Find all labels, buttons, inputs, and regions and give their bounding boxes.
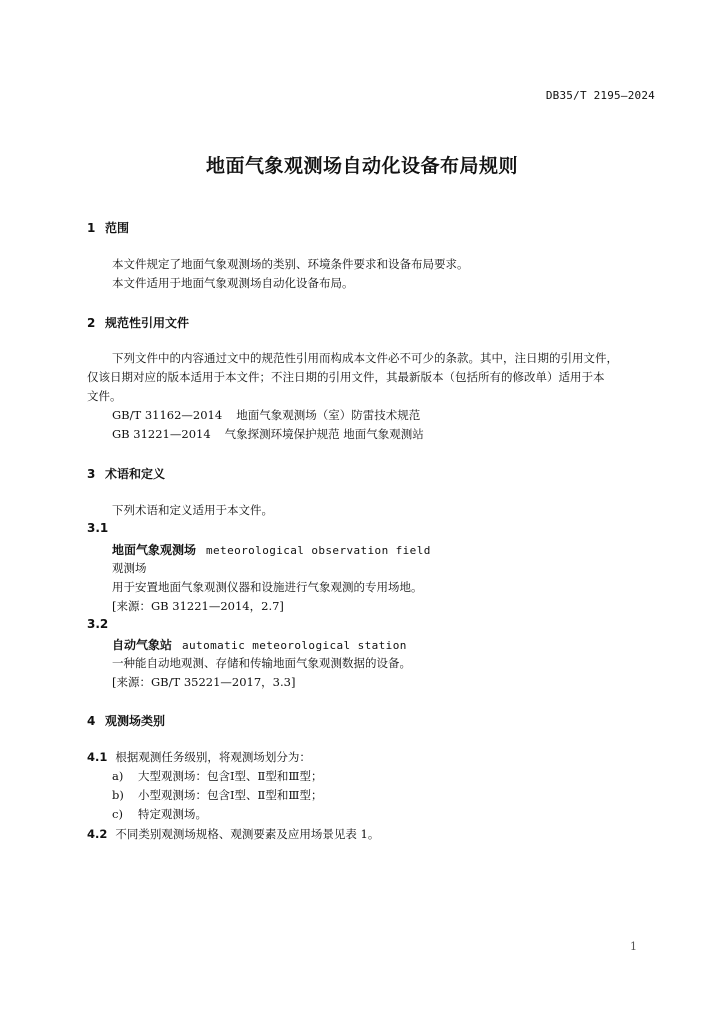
section-1-heading <box>87 219 129 236</box>
paragraph-line: 文件。 <box>87 389 122 403</box>
paragraph-line: 下列文件中的内容通过文中的规范性引用而构成本文件必不可少的条款。其中，注日期的引用文件， <box>112 351 618 365</box>
clause-number: 4.2 <box>87 827 108 841</box>
term-chinese: 自动气象站 <box>112 638 173 652</box>
section-2-heading <box>87 314 189 331</box>
list-text: 小型观测场：包含Ⅰ型、Ⅱ型和Ⅲ型； <box>138 788 323 802</box>
list-item <box>112 806 207 822</box>
section-title: 术语和定义 <box>105 467 166 481</box>
term-chinese: 地面气象观测场 <box>112 543 197 557</box>
clause-4-2 <box>87 826 379 842</box>
section-title: 规范性引用文件 <box>105 316 190 330</box>
section-number: 3 <box>87 467 96 481</box>
list-item <box>112 768 322 784</box>
reference-title: 地面气象观测场（室）防雷技术规范 <box>236 408 421 422</box>
paragraph: 下列术语和定义适用于本文件。 <box>112 503 273 517</box>
reference-item <box>112 426 424 442</box>
term-alias: 观测场 <box>112 561 147 575</box>
term-source: [来源：GB/T 35221—2017，3.3] <box>112 675 296 689</box>
term-entry <box>112 541 431 558</box>
term-entry <box>112 636 407 653</box>
reference-code: GB/T 31162—2014 <box>112 408 223 422</box>
clause-text: 根据观测任务级别，将观测场划分为： <box>115 750 311 764</box>
list-marker: c) <box>112 807 123 821</box>
term-source: [来源：GB 31221—2014，2.7] <box>112 599 284 613</box>
term-definition: 用于安置地面气象观测仪器和设施进行气象观测的专用场地。 <box>112 580 423 594</box>
list-marker: a) <box>112 769 124 783</box>
section-number: 4 <box>87 714 96 728</box>
section-4-heading <box>87 712 165 729</box>
paragraph: 本文件规定了地面气象观测场的类别、环境条件要求和设备布局要求。 <box>112 257 469 271</box>
list-item <box>112 787 322 803</box>
page-number: 1 <box>630 940 637 953</box>
term-number: 3.1 <box>87 521 109 535</box>
section-3-heading <box>87 465 165 482</box>
list-marker: b) <box>112 788 124 802</box>
clause-text: 不同类别观测场规格、观测要素及应用场景见表 1。 <box>115 827 380 841</box>
reference-title: 气象探测环境保护规范 地面气象观测站 <box>224 427 424 441</box>
document-title: 地面气象观测场自动化设备布局规则 <box>205 155 518 177</box>
reference-item <box>112 407 420 423</box>
term-english: automatic meteorological station <box>182 639 407 652</box>
term-definition: 一种能自动地观测、存储和传输地面气象观测数据的设备。 <box>112 656 411 670</box>
clause-number: 4.1 <box>87 750 108 764</box>
term-english: meteorological observation field <box>206 544 431 557</box>
reference-code: GB 31221—2014 <box>112 427 211 441</box>
list-text: 特定观测场。 <box>138 807 207 821</box>
clause-4-1 <box>87 749 311 765</box>
list-text: 大型观测场：包含Ⅰ型、Ⅱ型和Ⅲ型； <box>138 769 323 783</box>
section-number: 2 <box>87 316 96 330</box>
standard-code: DB35/T 2195—2024 <box>545 89 655 102</box>
paragraph: 本文件适用于地面气象观测场自动化设备布局。 <box>112 276 354 290</box>
section-title: 观测场类别 <box>105 714 166 728</box>
section-title: 范围 <box>105 221 130 235</box>
term-number: 3.2 <box>87 617 109 631</box>
section-number: 1 <box>87 221 96 235</box>
paragraph-line: 仅该日期对应的版本适用于本文件；不注日期的引用文件，其最新版本（包括所有的修改单）适用于本 <box>87 370 605 384</box>
